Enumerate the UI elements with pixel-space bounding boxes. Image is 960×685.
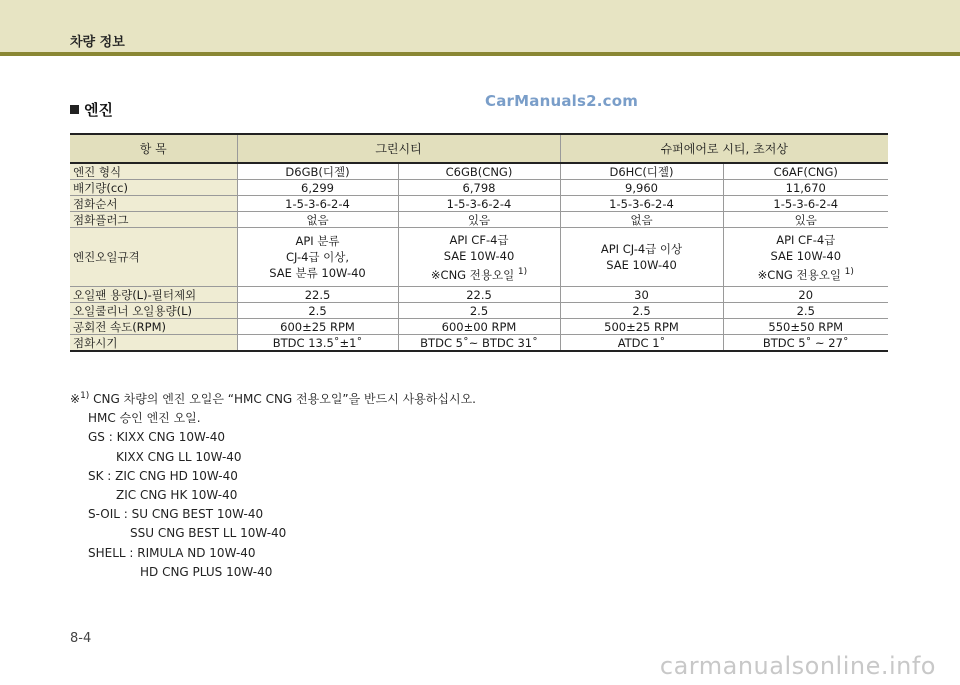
table-cell: BTDC 5˚~ BTDC 31˚ xyxy=(398,335,560,352)
page-number: 8-4 xyxy=(70,631,92,646)
chapter-title: 차량 정보 xyxy=(70,35,125,50)
table-row xyxy=(70,212,888,228)
table-cell: 있음 xyxy=(398,212,560,228)
cell-line: CJ-4급 이상, xyxy=(285,250,350,264)
table-cell: 없음 xyxy=(560,212,723,228)
table-cell: 9,960 xyxy=(560,180,723,196)
table-header-row xyxy=(70,134,888,163)
table-row xyxy=(70,335,888,352)
table-cell: 1-5-3-6-2-4 xyxy=(723,196,888,212)
table-cell: 11,670 xyxy=(723,180,888,196)
table-cell: C6AF(CNG) xyxy=(723,163,888,180)
cell-line: API 분류 xyxy=(295,234,340,248)
engine-spec-table xyxy=(70,133,888,352)
header-item: 항 목 xyxy=(70,134,237,163)
table-cell xyxy=(723,228,888,287)
footnote-block xyxy=(70,387,476,582)
table-cell: C6GB(CNG) xyxy=(398,163,560,180)
table-row xyxy=(70,303,888,319)
table-cell: 6,798 xyxy=(398,180,560,196)
footnote-line: KIXX CNG LL 10W-40 xyxy=(116,449,242,464)
table-cell: D6HC(디젤) xyxy=(560,163,723,180)
reference-mark: ※ xyxy=(70,392,81,406)
table-row xyxy=(70,196,888,212)
row-label: 엔진 형식 xyxy=(70,163,237,180)
table-row xyxy=(70,319,888,335)
table-row-engine-oil xyxy=(70,228,888,287)
row-label: 점화순서 xyxy=(70,196,237,212)
table-cell: 22.5 xyxy=(398,287,560,303)
cell-line: API CF-4급 xyxy=(776,232,836,247)
footnote-ref: 1) xyxy=(517,266,528,277)
table-row xyxy=(70,287,888,303)
table-cell: 600±25 RPM xyxy=(237,319,398,335)
cell-line xyxy=(401,264,558,283)
table-cell: 1-5-3-6-2-4 xyxy=(560,196,723,212)
table-cell: 2.5 xyxy=(237,303,398,319)
table-cell xyxy=(398,228,560,287)
table-cell: ATDC 1˚ xyxy=(560,335,723,352)
watermark-top: CarManuals2.com xyxy=(485,92,639,110)
footnote-line: SK : ZIC CNG HD 10W-40 xyxy=(88,468,238,483)
table-cell: BTDC 13.5˚±1˚ xyxy=(237,335,398,352)
table-cell: 2.5 xyxy=(723,303,888,319)
header-super-aero-city: 슈퍼에어로 시티, 초저상 xyxy=(560,134,888,163)
table-cell: 1-5-3-6-2-4 xyxy=(398,196,560,212)
row-label: 오일쿨리너 오일용량(L) xyxy=(70,303,237,319)
row-label: 배기량(cc) xyxy=(70,180,237,196)
row-label: 오일팬 용량(L)-필터제외 xyxy=(70,287,237,303)
cell-line: SAE 10W-40 xyxy=(606,258,677,272)
footnote-line: S-OIL : SU CNG BEST 10W-40 xyxy=(88,507,264,522)
cell-line: SAE 분류 10W-40 xyxy=(269,266,366,280)
table-cell: D6GB(디젤) xyxy=(237,163,398,180)
square-bullet-icon xyxy=(70,105,79,114)
footnote-line: HMC 승인 엔진 오일. xyxy=(88,411,201,426)
footnote-line: SHELL : RIMULA ND 10W-40 xyxy=(88,545,256,560)
cell-line: SAE 10W-40 xyxy=(770,248,842,263)
cell-line xyxy=(726,264,887,283)
row-label: 점화시기 xyxy=(70,335,237,352)
table-cell: 22.5 xyxy=(237,287,398,303)
table-cell: 6,299 xyxy=(237,180,398,196)
table-row xyxy=(70,163,888,180)
cell-line: API CF-4급 xyxy=(449,232,509,247)
table-cell: 30 xyxy=(560,287,723,303)
header-green-city: 그린시티 xyxy=(237,134,560,163)
cell-text: ※CNG 전용오일 xyxy=(757,267,841,282)
table-cell: 20 xyxy=(723,287,888,303)
footnote-line: ZIC CNG HK 10W-40 xyxy=(116,488,238,503)
row-label: 점화플러그 xyxy=(70,212,237,228)
table-cell: 없음 xyxy=(237,212,398,228)
table-cell: 500±25 RPM xyxy=(560,319,723,335)
footnote-line: GS : KIXX CNG 10W-40 xyxy=(88,430,225,445)
table-cell: 있음 xyxy=(723,212,888,228)
table-cell: 2.5 xyxy=(560,303,723,319)
table-cell: BTDC 5˚ ~ 27˚ xyxy=(723,335,888,352)
table-row xyxy=(70,180,888,196)
cell-text: ※CNG 전용오일 xyxy=(430,267,515,282)
table-cell: 600±00 RPM xyxy=(398,319,560,335)
footnote-line: HD CNG PLUS 10W-40 xyxy=(140,564,273,579)
table-cell xyxy=(560,228,723,287)
footnote-line: SSU CNG BEST LL 10W-40 xyxy=(130,526,287,541)
header-band xyxy=(0,0,960,56)
row-label: 공회전 속도(RPM) xyxy=(70,319,237,335)
table-cell: 1-5-3-6-2-4 xyxy=(237,196,398,212)
footnote-text: CNG 차량의 엔진 오일은 “HMC CNG 전용오일”을 반드시 사용하십시오. xyxy=(93,392,476,406)
footnote-number: 1) xyxy=(80,391,90,401)
table-cell: 2.5 xyxy=(398,303,560,319)
table-cell xyxy=(237,228,398,287)
section-title: 엔진 xyxy=(84,101,113,119)
cell-line: SAE 10W-40 xyxy=(443,248,515,263)
table-cell: 550±50 RPM xyxy=(723,319,888,335)
footnote-line xyxy=(70,387,476,409)
watermark-bottom: carmanualsonline.info xyxy=(659,652,936,680)
row-label: 엔진오일규격 xyxy=(70,228,237,287)
footnote-ref: 1) xyxy=(844,266,854,277)
cell-line: API CJ-4급 이상 xyxy=(600,242,683,256)
section-heading xyxy=(70,99,113,120)
